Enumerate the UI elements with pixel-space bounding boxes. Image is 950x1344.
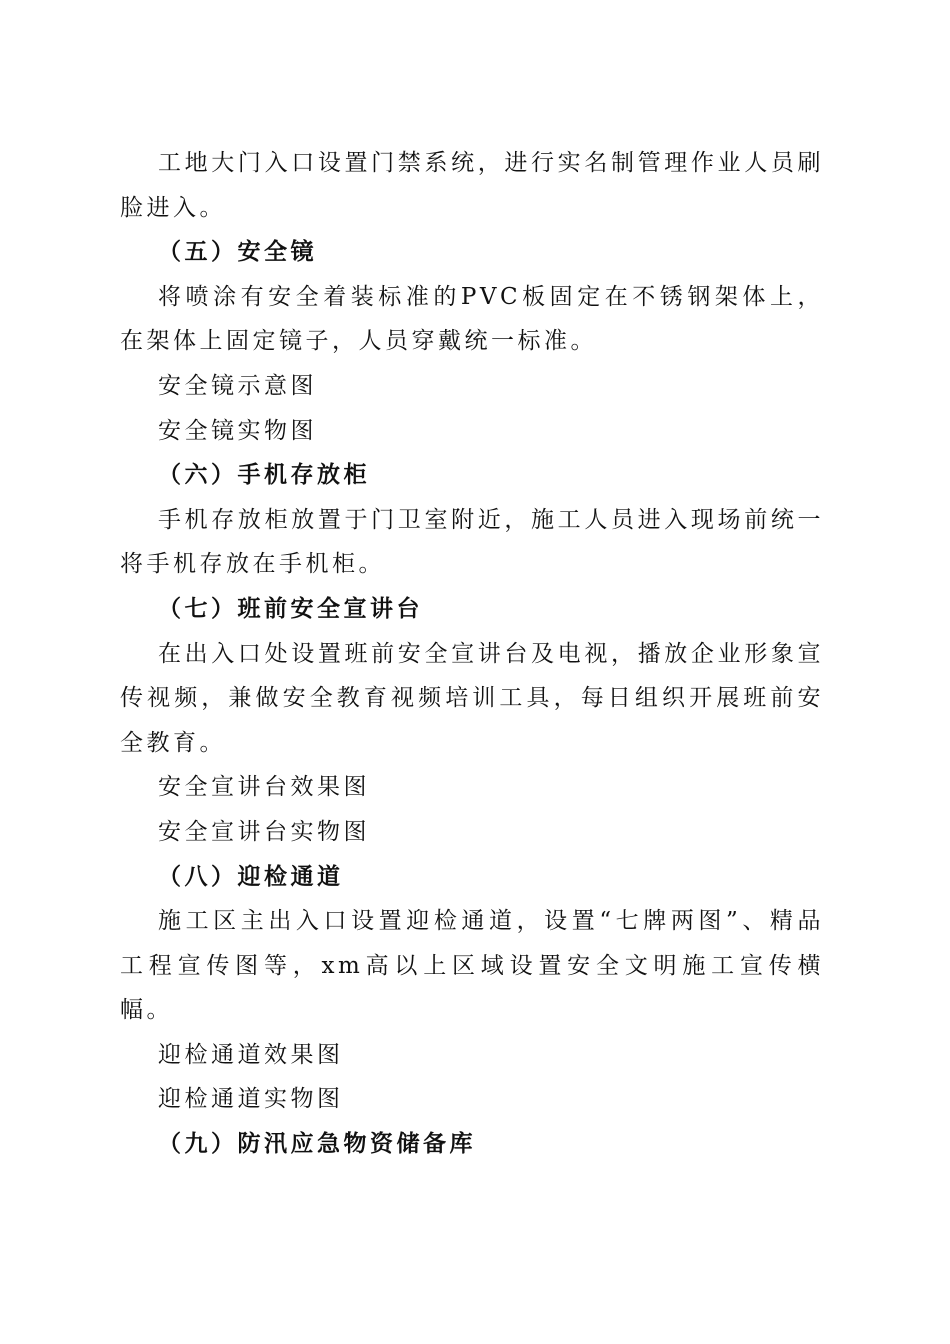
caption-safety-mirror-diagram: 安全镜示意图 bbox=[158, 372, 317, 399]
caption-inspection-passage-photo: 迎检通道实物图 bbox=[158, 1086, 344, 1113]
caption-briefing-platform-photo: 安全宣讲台实物图 bbox=[158, 818, 370, 845]
heading-inspection-passage: （八）迎检通道 bbox=[158, 862, 344, 890]
paragraph-inspection-passage: 施工区主出入口设置迎检通道，设置“七牌两图”、精品工程宣传图等，xm高以上区域设置安全文明施工宣传横幅。 bbox=[120, 908, 824, 1024]
caption-inspection-passage-render: 迎检通道效果图 bbox=[158, 1041, 344, 1068]
heading-briefing-platform: （七）班前安全宣讲台 bbox=[158, 594, 423, 622]
caption-briefing-platform-render: 安全宣讲台效果图 bbox=[158, 774, 370, 801]
heading-flood-supplies-store: （九）防汛应急物资储备库 bbox=[158, 1130, 476, 1158]
paragraph-phone-cabinet: 手机存放柜放置于门卫室附近，施工人员进入现场前统一将手机存放在手机柜。 bbox=[120, 506, 824, 578]
caption-safety-mirror-photo: 安全镜实物图 bbox=[158, 417, 317, 444]
heading-phone-cabinet: （六）手机存放柜 bbox=[158, 461, 370, 489]
heading-safety-mirror: （五）安全镜 bbox=[158, 238, 317, 266]
paragraph-safety-mirror: 将喷涂有安全着装标准的PVC板固定在不锈钢架体上，在架体上固定镜子，人员穿戴统一标准。 bbox=[120, 283, 824, 355]
paragraph-briefing-platform: 在出入口处设置班前安全宣讲台及电视，播放企业形象宣传视频，兼做安全教育视频培训工具，每日组织开展班前安全教育。 bbox=[120, 640, 824, 756]
paragraph-access-control: 工地大门入口设置门禁系统，进行实名制管理作业人员刷脸进入。 bbox=[120, 150, 824, 221]
document-body bbox=[120, 141, 824, 1167]
